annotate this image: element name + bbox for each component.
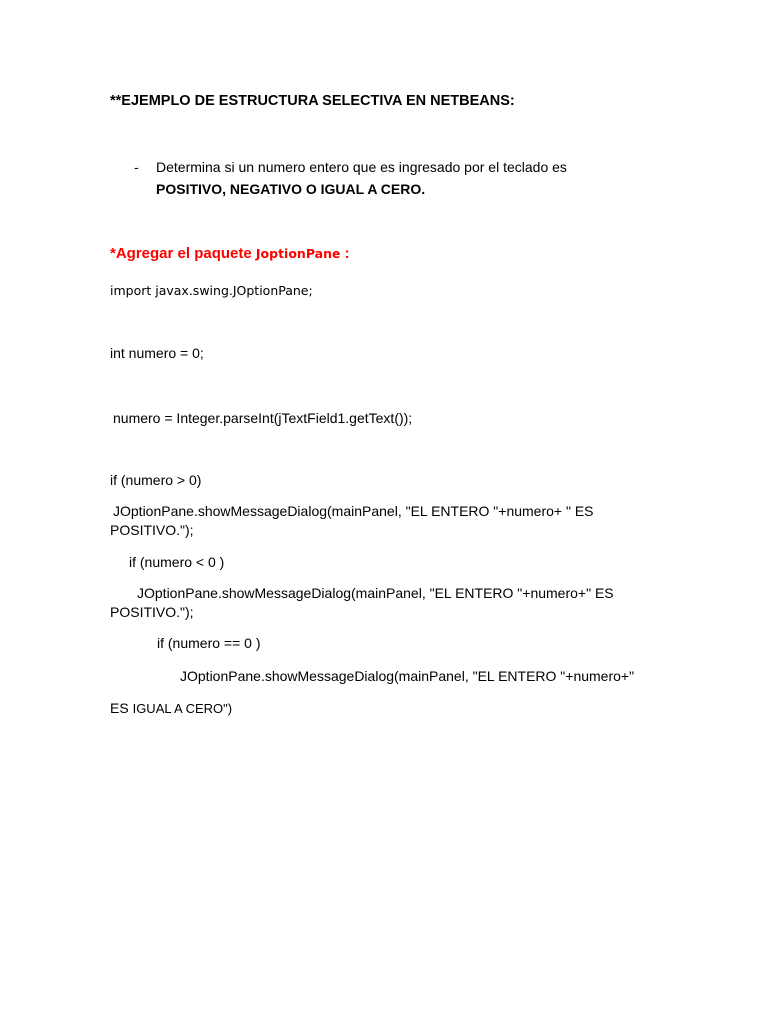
- code-line-zero-prefix: ES: [110, 700, 133, 716]
- bullet-dash: -: [134, 159, 139, 175]
- code-line-parse: numero = Integer.parseInt(jTextField1.getText());: [113, 410, 413, 426]
- bullet-description: Determina si un numero entero que es ingresado por el teclado es: [156, 159, 567, 175]
- code-line-zero-rest: IGUAL A CERO"): [132, 701, 233, 716]
- code-line-dialog-negative-end: POSITIVO.");: [110, 604, 194, 620]
- import-statement: import javax.swing.JOptionPane;: [110, 283, 313, 298]
- package-heading-name: JoptionPane: [255, 246, 341, 261]
- package-heading: [110, 245, 350, 263]
- code-line-if-positive: if (numero > 0): [110, 472, 202, 488]
- code-line-dialog-negative: JOptionPane.showMessageDialog(mainPanel, "EL ENTERO "+numero+" ES: [137, 585, 614, 601]
- document-title: **EJEMPLO DE ESTRUCTURA SELECTIVA EN NETBEANS:: [110, 93, 515, 109]
- code-line-declaration: int numero = 0;: [110, 345, 204, 361]
- package-heading-prefix: *Agregar el paquete: [110, 245, 256, 262]
- code-line-dialog-zero: JOptionPane.showMessageDialog(mainPanel, "EL ENTERO "+numero+": [180, 668, 635, 684]
- code-line-if-negative: if (numero < 0 ): [129, 554, 225, 570]
- bullet-bold-conditions: POSITIVO, NEGATIVO O IGUAL A CERO.: [156, 181, 426, 197]
- code-line-dialog-positive: JOptionPane.showMessageDialog(mainPanel, "EL ENTERO "+numero+ " ES: [113, 503, 594, 519]
- code-line-dialog-positive-end: POSITIVO.");: [110, 522, 194, 538]
- code-line-if-zero: if (numero == 0 ): [157, 635, 261, 651]
- code-line-dialog-zero-end: [110, 699, 232, 718]
- package-heading-suffix: :: [340, 245, 350, 262]
